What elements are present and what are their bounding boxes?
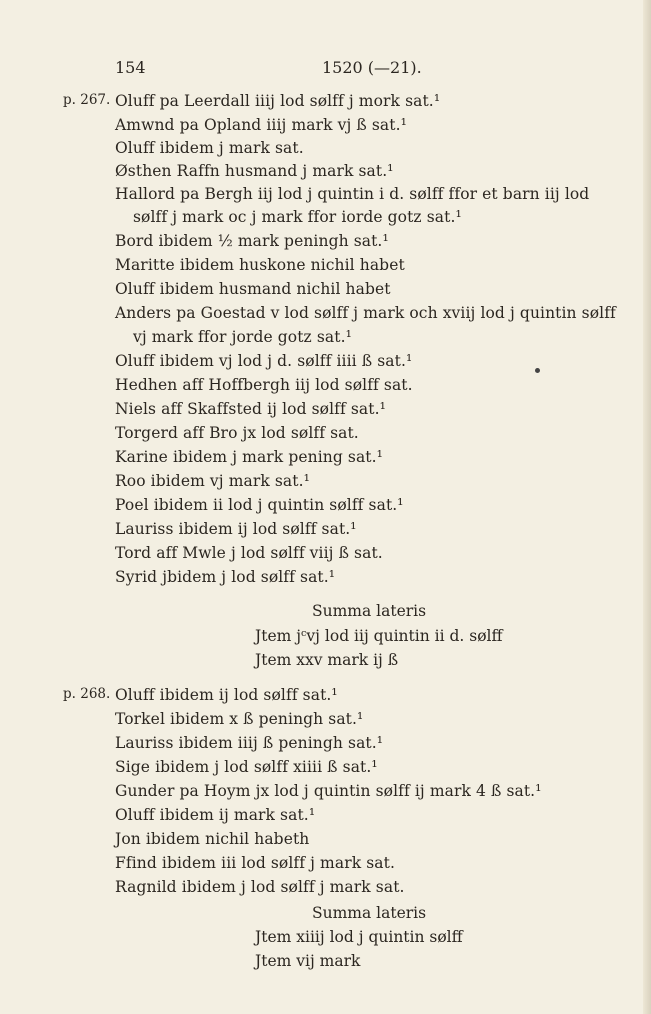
entry-line: Sige ibidem j lod sølff xiiii ß sat.¹ [115, 758, 378, 776]
page-edge [643, 0, 651, 1014]
entry-line: Oluff ibidem ij lod sølff sat.¹ [115, 686, 338, 704]
entry-line: Maritte ibidem huskone nichil habet [115, 256, 405, 274]
entry-line: Amwnd pa Opland iiij mark vj ß sat.¹ [115, 116, 407, 134]
entry-line: Oluff ibidem husmand nichil habet [115, 280, 391, 298]
entry-line: sølff j mark oc j mark ffor iorde gotz sat.¹ [133, 208, 462, 226]
entry-line: Jon ibidem nichil habeth [115, 830, 310, 848]
entry-line: Torgerd aff Bro jx lod sølff sat. [115, 424, 359, 442]
summa-heading: Summa lateris [312, 904, 427, 922]
entry-line: Poel ibidem ii lod j quintin sølff sat.¹ [115, 496, 404, 514]
page-reference: p. 267. [63, 92, 111, 108]
page-number: 154 [115, 58, 146, 77]
page-reference: p. 268. [63, 686, 111, 702]
entry-line: Oluff ibidem vj lod j d. sølff iiii ß sat.¹ [115, 352, 413, 370]
entry-line: Ragnild ibidem j lod sølff j mark sat. [115, 878, 405, 896]
entry-line: Østhen Raffn husmand j mark sat.¹ [115, 162, 394, 180]
entry-line: Torkel ibidem x ß peningh sat.¹ [115, 710, 364, 728]
summa-line: Jtem xiiij lod j quintin sølff [255, 928, 463, 946]
entry-line: Niels aff Skaffsted ij lod sølff sat.¹ [115, 400, 386, 418]
entry-line: Tord aff Mwle j lod sølff viij ß sat. [115, 544, 383, 562]
entry-line: Lauriss ibidem iiij ß peningh sat.¹ [115, 734, 384, 752]
entry-line: Roo ibidem vj mark sat.¹ [115, 472, 310, 490]
entry-line: Lauriss ibidem ij lod sølff sat.¹ [115, 520, 357, 538]
entry-line: Hallord pa Bergh iij lod j quintin i d. sølff ffor et barn iij lod [115, 185, 590, 203]
entry-line: vj mark ffor jorde gotz sat.¹ [133, 328, 352, 346]
entry-line: Ffind ibidem iii lod sølff j mark sat. [115, 854, 395, 872]
summa-line: Jtem jᶜvj lod iij quintin ii d. sølff [255, 627, 503, 645]
entry-line: Hedhen aff Hoffbergh iij lod sølff sat. [115, 376, 413, 394]
entry-line: Oluff ibidem ij mark sat.¹ [115, 806, 316, 824]
summa-line: Jtem vij mark [255, 952, 361, 970]
entry-line: Bord ibidem ½ mark peningh sat.¹ [115, 232, 389, 250]
entry-line: Oluff ibidem j mark sat. [115, 139, 304, 157]
entry-line: Anders pa Goestad v lod sølff j mark och xviij lod j quintin sølff [115, 304, 616, 322]
entry-line: Gunder pa Hoym jx lod j quintin sølff ij mark 4 ß sat.¹ [115, 782, 542, 800]
entry-line: Karine ibidem j mark pening sat.¹ [115, 448, 383, 466]
summa-heading: Summa lateris [312, 602, 427, 620]
entry-line: Oluff pa Leerdall iiij lod sølff j mork sat.¹ [115, 92, 441, 110]
entry-line: Syrid jbidem j lod sølff sat.¹ [115, 568, 336, 586]
running-title: 1520 (—21). [322, 58, 422, 77]
summa-line: Jtem xxv mark ij ß [255, 651, 399, 669]
stray-mark [535, 368, 540, 373]
